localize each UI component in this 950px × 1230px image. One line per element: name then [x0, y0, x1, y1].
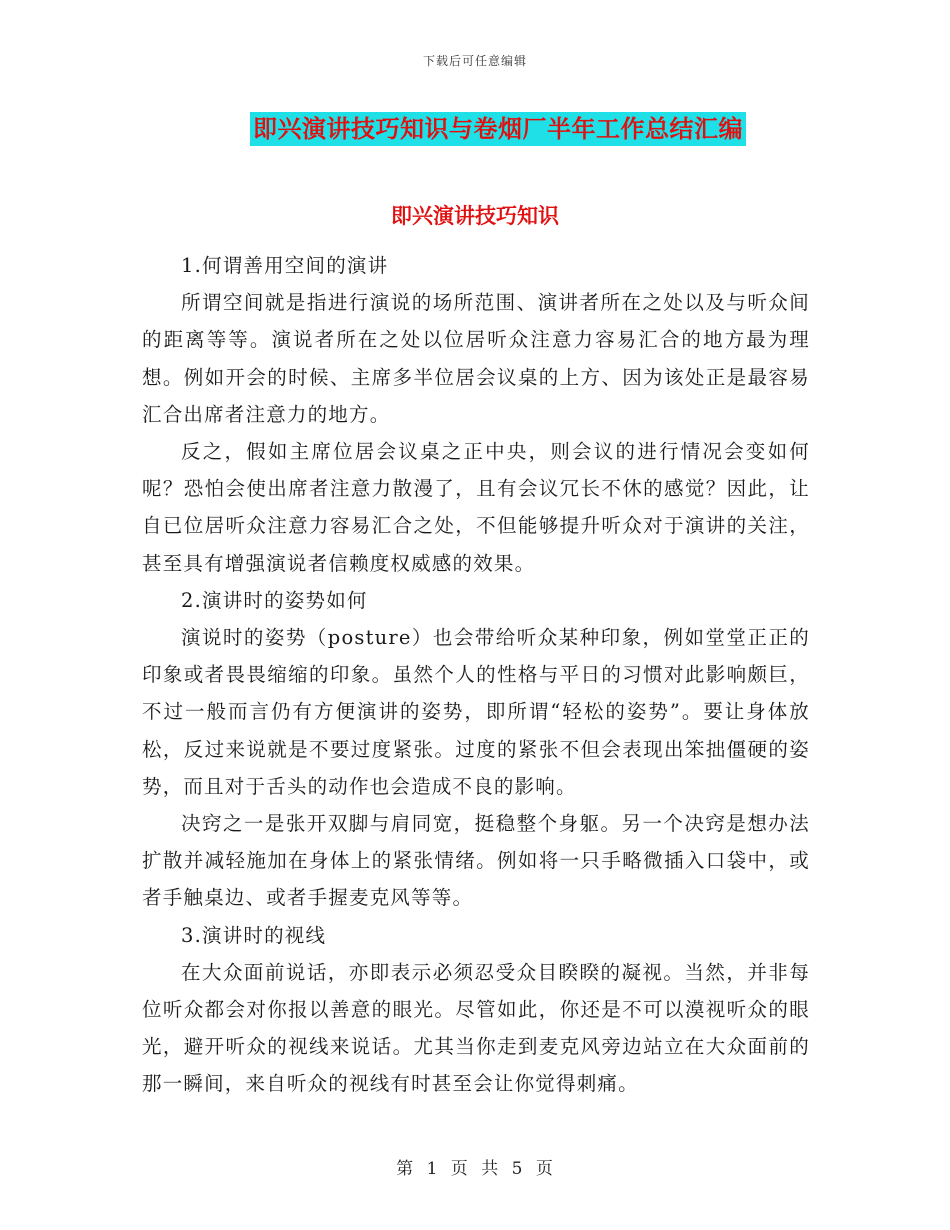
page-footer: 第 1 页 共 5 页 — [396, 1159, 554, 1179]
header-note: 下载后可任意编辑 — [422, 54, 527, 68]
heading-2: 2.演讲时的姿势如何 — [181, 588, 368, 612]
paragraph: 反之，假如主席位居会议桌之正中央，则会议的进行情况会变如何呢？恐怕会使出席者注意力散漫了，且有会议冗长不休的感觉？因此，让自已位居听众注意力容易汇合之处，不但能够提升听众对于演讲的关注，甚至具有增强演说者信赖度权威感的效果。 — [142, 440, 810, 575]
document-title: 即兴演讲技巧知识与卷烟厂半年工作总结汇编 — [250, 112, 746, 146]
paragraph: 演说时的姿势（posture）也会带给听众某种印象，例如堂堂正正的印象或者畏畏缩缩的印象。虽然个人的性格与平日的习惯对此影响颇巨，不过一般而言仍有方便演讲的姿势，即所谓“轻松的姿势”。要让身体放松，反过来说就是不要过度紧张。过度的紧张不但会表现出笨拙僵硬的姿势，而且对于舌头的动作也会造成不良的影响。 — [142, 626, 810, 798]
section-title: 即兴演讲技巧知识 — [391, 204, 559, 228]
paragraph: 决窍之一是张开双脚与肩同宽，挺稳整个身躯。另一个决窍是想办法扩散并减轻施加在身体上的紧张情绪。例如将一只手略微插入口袋中，或者手触桌边、或者手握麦克风等等。 — [142, 812, 810, 910]
document-title-area — [0, 112, 950, 146]
document-body — [142, 247, 810, 1103]
heading-3: 3.演讲时的视线 — [181, 923, 327, 947]
paragraph: 所谓空间就是指进行演说的场所范围、演讲者所在之处以及与听众间的距离等等。演说者所在之处以位居听众注意力容易汇合的地方最为理想。例如开会的时候、主席多半位居会议桌的上方、因为该处正是最容易汇合出席者注意力的地方。 — [142, 291, 810, 426]
heading-1: 1.何谓善用空间的演讲 — [181, 254, 389, 277]
paragraph: 在大众面前说话，亦即表示必须忍受众目睽睽的凝视。当然，并非每位听众都会对你报以善意的眼光。尽管如此，你还是不可以漠视听众的眼光，避开听众的视线来说话。尤其当你走到麦克风旁边站立在大众面前的那一瞬间，来自听众的视线有时甚至会让你觉得刺痛。 — [142, 960, 810, 1096]
